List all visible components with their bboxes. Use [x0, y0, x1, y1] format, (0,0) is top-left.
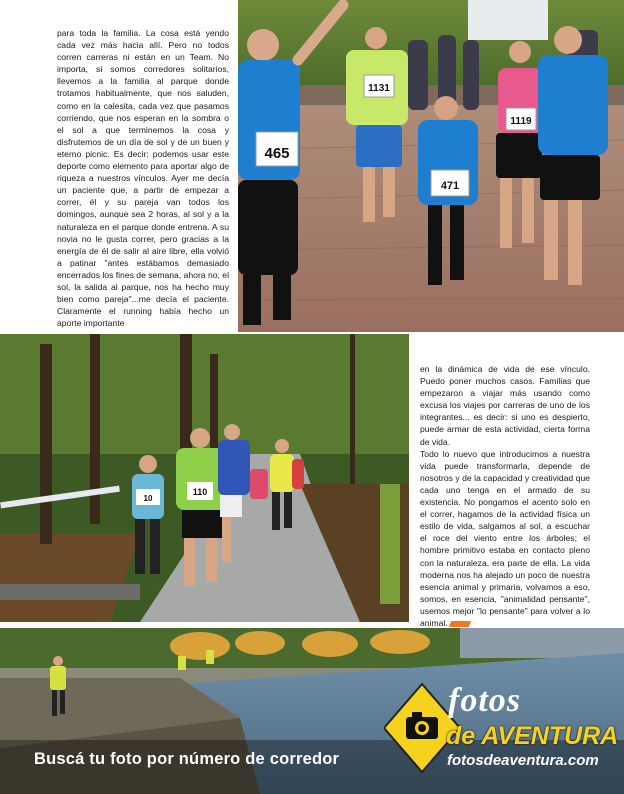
photo-runners-park-path: [238, 0, 624, 332]
bib-number: 1119: [510, 116, 532, 127]
bib-number: 465: [264, 145, 290, 162]
article-paragraph: en la dinámica de vida de ese vínculo. Puedo poner muchos casos. Familias que empezaron a viajar más usando como excusa los viajes por carreras de uno de los integrantes... es decir: si uno es despierto, puede armar de esta actividad, cierta forma de vida.: [420, 364, 590, 447]
article-paragraph-text: Todo lo nuevo que introducimos a nuestra vida puede transformarla, depende de nosotros y de la capacidad y creatividad que cada uno tenga en el armado de su existencia. No pongamos el acento solo en el correr, hagamos de la actividad física un estilo de vida, salgamos al sol, a escuchar el roce del viento entre los árboles; el hombre primitivo estaba en contacto pleno con la naturaleza, era parte de ella. La vida moderna nos ha alejado un poco de nuestra esencia animal y primaria, volvamos a eso, somos, en esencia, "animalidad pensante", usemos mejor "lo pensante" para volver a lo animal.: [420, 448, 590, 628]
bib-number: 1131: [368, 83, 390, 94]
bib-number: 110: [192, 487, 208, 497]
bib-number: 10: [143, 494, 153, 503]
end-of-article-mark: [449, 621, 471, 627]
bib-number: 471: [440, 180, 460, 192]
photo-runners-forest-trail: [0, 334, 409, 622]
logo-word-aventura: de AVENTURA: [446, 722, 619, 750]
article-paragraph: [420, 448, 590, 629]
article-column-2: [420, 363, 590, 629]
article-paragraph: para toda la familia. La cosa está yendo cada vez más hacia allí. Pero no todos corren carreras ni están en un Team. No importa, si somos corredores solitarios, llevemos a la familia al parque donde trotamos habitualmente, que nos saluden, como en la calesita, cada vez que pasamos corriendo, que nos esperan en la sombra o el sol a que terminemos la cosa y disfrutemos de un día de sol y de un buen y eterno picnic. Es decir: podemos usar este deporte como elemento para aportar algo de riqueza a nuestros vínculos. Ayer me decía un paciente que, a partir de empezar a correr, él y su pareja van todos los domingos, aunque sea 2 horas, al sol y a la naturaleza en el parque donde entrena. A su novia no le gusta correr, pero gracias a la energía de él de salir al aire libre, ella volvió a patinar "antes estábamos demasiado encerrados los fines de semana, ahora no, el sol, la salida al parque, nos ha hecho muy bien como pareja"...me decía el paciente. Claramente el running había hecho un aporte importante: [57, 28, 229, 329]
photo-search-banner-text: Buscá tu foto por número de corredor: [34, 750, 340, 768]
article-column-1: [57, 27, 229, 329]
logo-word-fotos: fotos: [448, 682, 521, 719]
logo-website-url: fotosdeaventura.com: [447, 752, 599, 769]
